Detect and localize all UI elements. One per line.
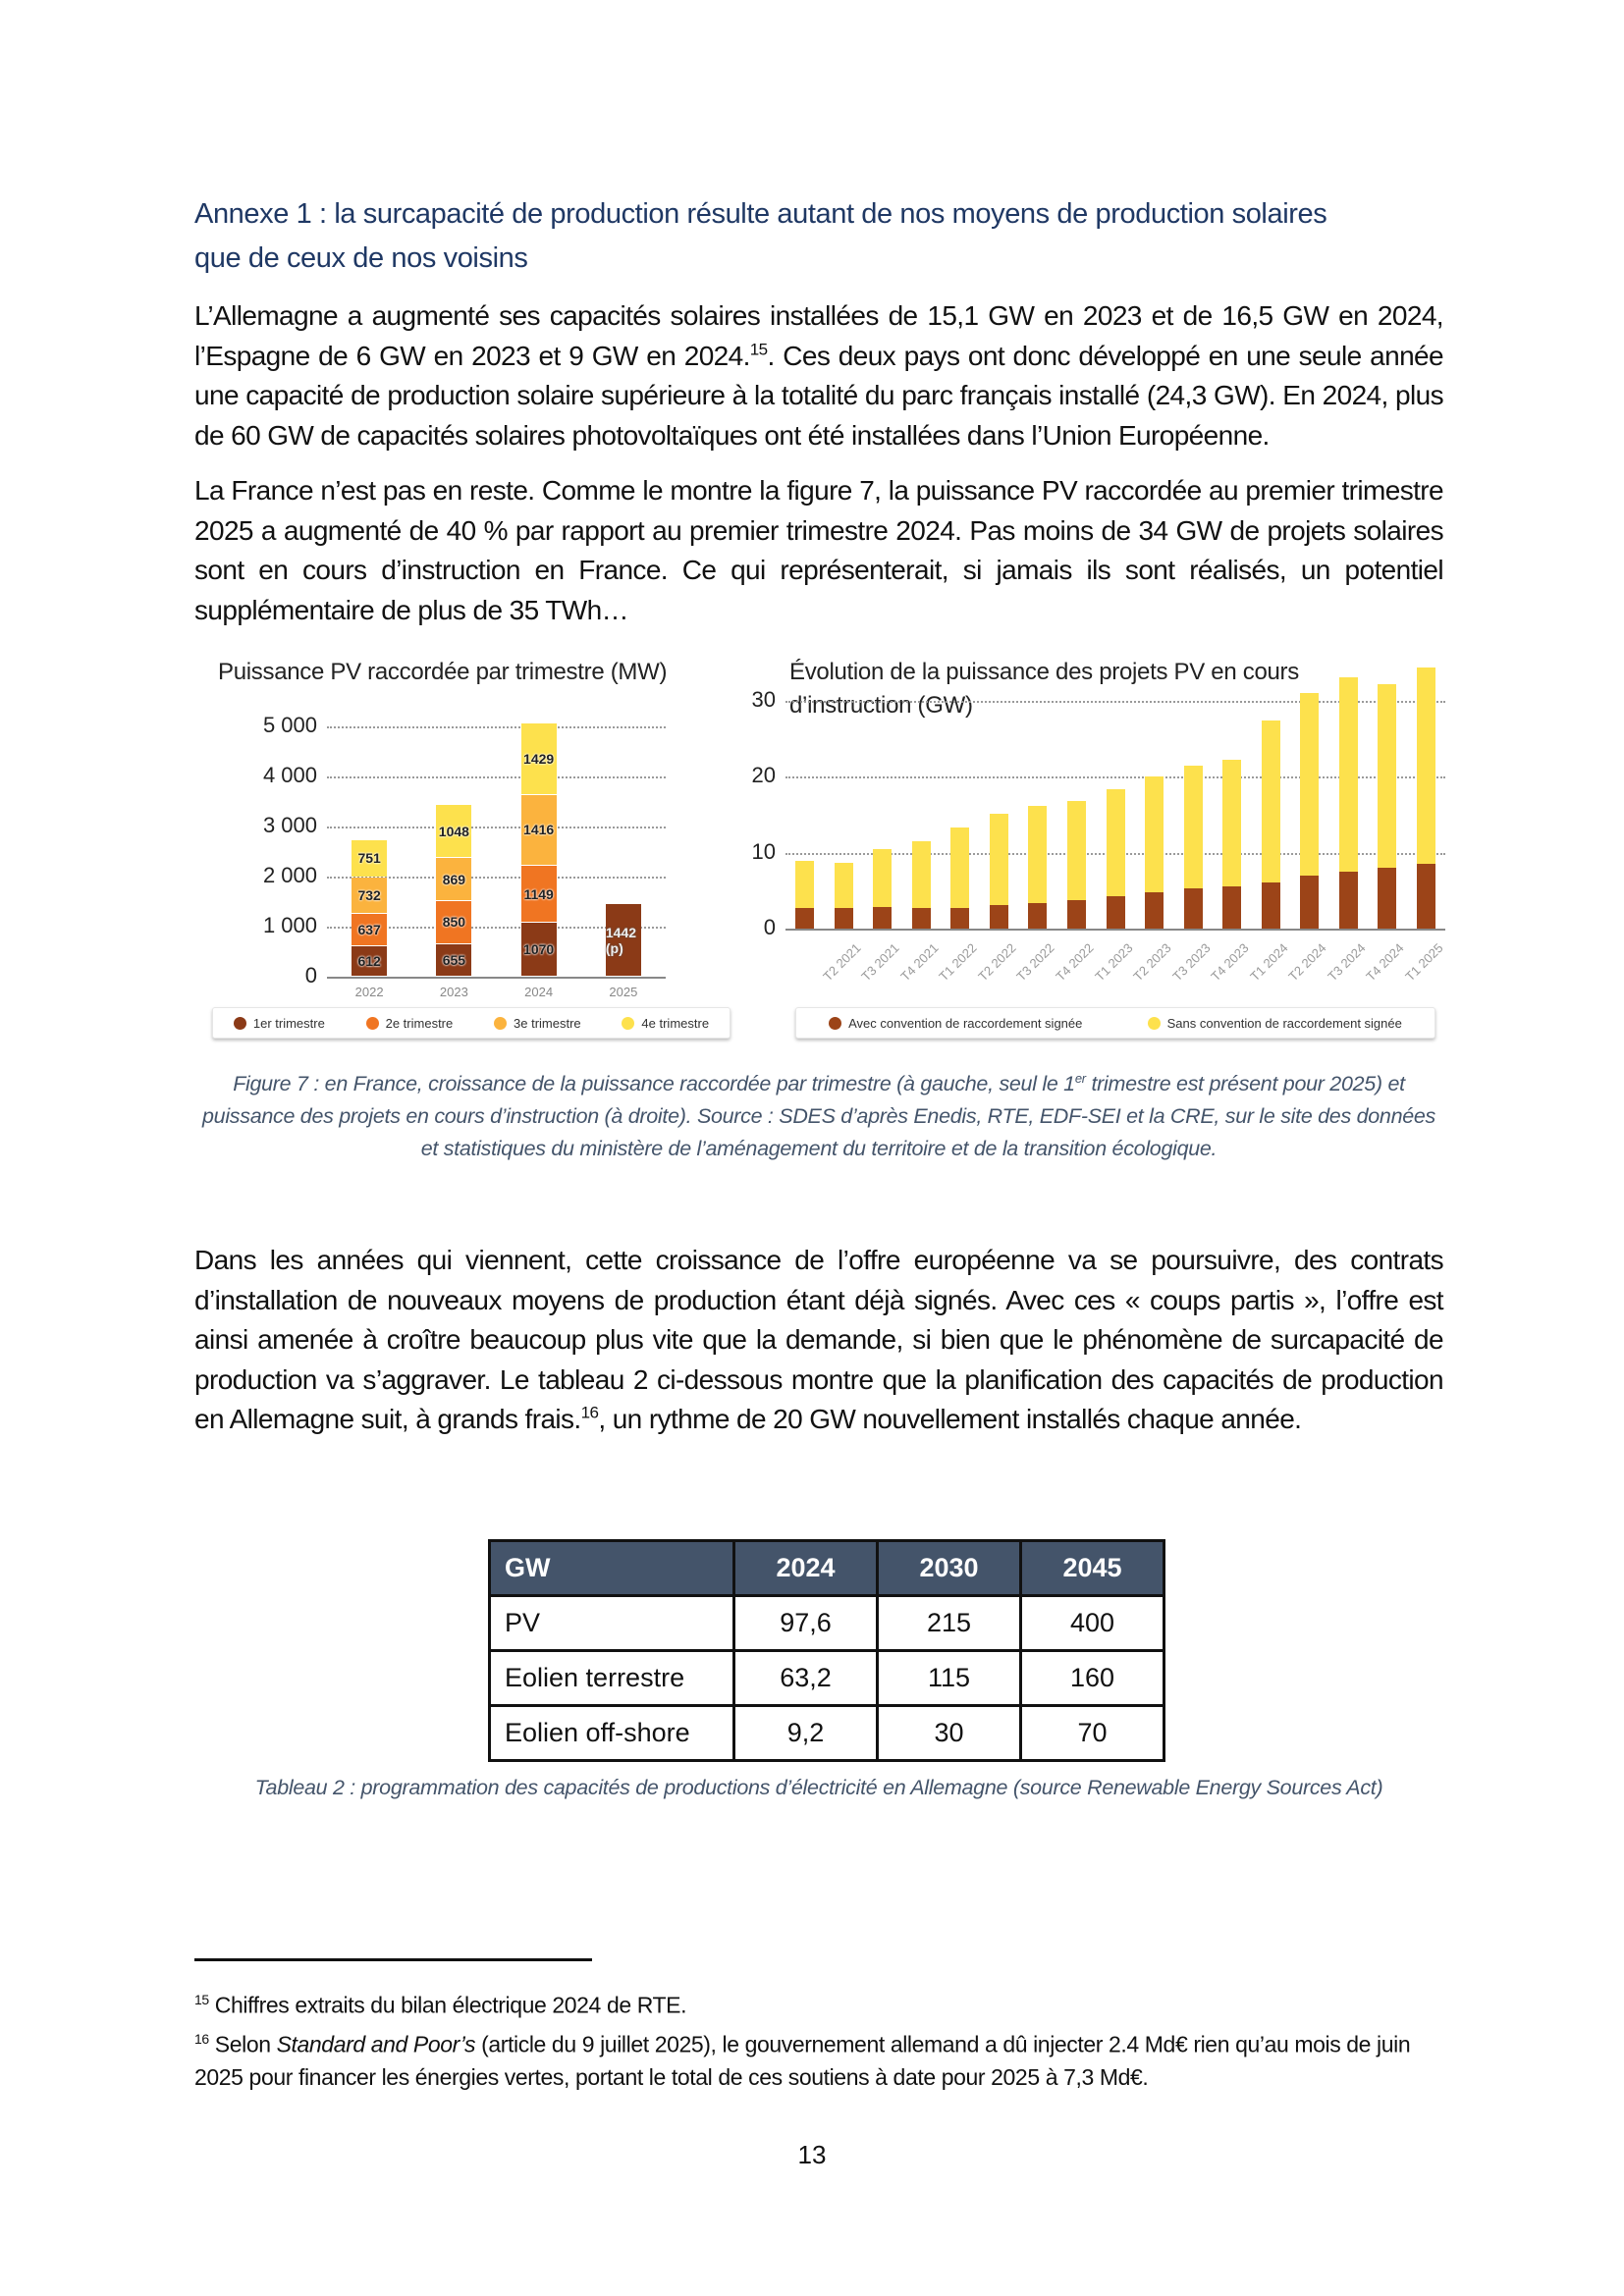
legend-label: 4e trimestre [641, 1015, 710, 1031]
cell: 30 [878, 1706, 1021, 1761]
bar-segment [1339, 872, 1358, 929]
y-tick-label: 2 000 [262, 863, 317, 887]
bar-segment [1107, 789, 1125, 896]
x-tick-label: T2 2024 [1285, 940, 1329, 985]
grid-line [327, 827, 666, 828]
x-tick-label: T1 2024 [1246, 940, 1291, 985]
bar-segment [1300, 693, 1319, 876]
y-tick-label: 0 [763, 915, 776, 939]
legend-item [234, 1016, 325, 1031]
y-tick-label: 10 [751, 838, 776, 864]
legend-item [622, 1016, 709, 1031]
bar-segment: 732 [352, 878, 387, 913]
legend-item [829, 1016, 1082, 1031]
bar-segment [1145, 892, 1164, 929]
footnote-separator [194, 1958, 592, 1961]
caption-text: trimestre est présent pour 2025) et puissance des projets en cours d’instruction (à droite). Source : SDES d’après Enedis, RTE, EDF-SEI et la CRE, sur le site des données et statistiques du ministère de l’aménagement du territoire et de la transition écologique. [202, 1072, 1435, 1160]
x-tick-label: 2022 [354, 985, 384, 999]
paragraph-text: , un rythme de 20 GW nouvellement installés chaque année. [598, 1404, 1302, 1434]
x-axis-line [785, 929, 1445, 931]
bar-segment: 655 [436, 944, 471, 976]
table-header-row [490, 1541, 1164, 1596]
legend-dot-icon [366, 1017, 379, 1030]
bar-segment [1222, 760, 1241, 886]
legend-item [1148, 1016, 1402, 1031]
section-heading [194, 192, 1443, 281]
x-tick-label: 2023 [439, 985, 468, 999]
bar-segment: 1048 [436, 805, 471, 856]
chart-pv-connected-per-quarter [204, 656, 734, 1048]
grid-line [327, 776, 666, 778]
y-tick-label: 20 [751, 763, 776, 788]
legend-dot-icon [829, 1017, 841, 1030]
x-tick-label: T4 2024 [1363, 940, 1407, 985]
legend-label: Avec convention de raccordement signée [848, 1015, 1083, 1031]
bar-segment [912, 908, 931, 929]
bar-segment [1067, 900, 1086, 929]
table-row [490, 1706, 1164, 1761]
x-axis-line [327, 977, 666, 979]
x-tick-label: 2024 [524, 985, 554, 999]
footnote-text: Selon [208, 2031, 277, 2057]
bar-segment: 1429 [521, 723, 557, 794]
bar-segment [1222, 886, 1241, 929]
bar-segment [1262, 721, 1280, 882]
bar-segment: 1149 [521, 866, 557, 923]
legend-label: 2e trimestre [385, 1015, 454, 1031]
bar-segment [1107, 896, 1125, 929]
header-2024: 2024 [734, 1541, 878, 1596]
x-tick-label: 2025 [609, 985, 638, 999]
bar-segment [835, 908, 853, 929]
legend-item [366, 1016, 454, 1031]
bar-segment: 869 [436, 858, 471, 900]
heading-line-2: que de ceux de nos voisins [194, 242, 528, 274]
y-tick-label: 5 000 [262, 713, 317, 737]
bar-segment [1184, 888, 1203, 929]
x-tick-label: T1 2023 [1091, 940, 1136, 985]
bar-segment: 637 [352, 914, 387, 944]
cell: 63,2 [734, 1651, 878, 1706]
bar-segment: 1416 [521, 795, 557, 865]
bar-segment [1184, 766, 1203, 888]
x-tick-label: T4 2023 [1208, 940, 1252, 985]
x-tick-label: T1 2025 [1402, 940, 1446, 985]
header-2045: 2045 [1021, 1541, 1164, 1596]
bar-segment [1028, 903, 1047, 929]
x-tick-label: T3 2021 [858, 940, 902, 985]
bar-segment [1417, 667, 1435, 864]
chart-title: Puissance PV raccordée par trimestre (MW) [218, 659, 668, 685]
y-tick-label: 1 000 [262, 913, 317, 937]
x-tick-label: T2 2022 [975, 940, 1019, 985]
chart-title: Évolution de la puissance des projets PV en cours d’instruction (GW) [789, 659, 1299, 719]
bar-segment [1378, 868, 1396, 929]
x-tick-label: T3 2024 [1324, 940, 1369, 985]
bar-segment [795, 908, 814, 929]
x-tick-label: T2 2023 [1130, 940, 1174, 985]
bar-segment [1145, 776, 1164, 892]
x-tick-label: T1 2022 [936, 940, 980, 985]
legend-item [494, 1016, 581, 1031]
y-tick-label: 4 000 [262, 763, 317, 787]
bar-segment [912, 841, 931, 908]
bar-segment [1339, 677, 1358, 871]
footnote-text: Chiffres extraits du bilan électrique 2024 de RTE. [208, 1992, 687, 2018]
bar-segment [990, 905, 1008, 929]
row-label: Eolien off-shore [490, 1706, 734, 1761]
y-tick-label: 3 000 [262, 813, 317, 837]
footnote-number: 16 [194, 2030, 209, 2047]
legend-label: Sans convention de raccordement signée [1166, 1015, 1402, 1031]
y-tick-label: 30 [751, 686, 776, 712]
bar-segment [1067, 801, 1086, 900]
bar-segment: 850 [436, 901, 471, 942]
bar-segment [1378, 684, 1396, 868]
cell: 9,2 [734, 1706, 878, 1761]
bar-segment [873, 907, 892, 929]
cell: 97,6 [734, 1596, 878, 1651]
footnote-source-italic: Standard and Poor’s [276, 2031, 476, 2057]
legend-dot-icon [622, 1017, 634, 1030]
table-caption: Tableau 2 : programmation des capacités de productions d’électricité en Allemagne (source Renewable Energy Sources Act) [254, 1776, 1383, 1799]
bar-segment: 1442 (p) [606, 904, 641, 976]
grid-line [327, 726, 666, 728]
cell: 160 [1021, 1651, 1164, 1706]
figure-caption [194, 1068, 1443, 1165]
legend-dot-icon [234, 1017, 246, 1030]
page-number: 13 [797, 2140, 827, 2169]
x-tick-label: T3 2023 [1168, 940, 1214, 985]
caption-text: Figure 7 : en France, croissance de la puissance raccordée par trimestre (à gauche, seul le 1 [233, 1072, 1075, 1095]
paragraph-text: . Ces deux pays ont donc développé en une seule année une capacité de production solaire supérieure à la totalité du parc français installé (24,3 GW). En 2024, plus de 60 GW de capacités solaires photovoltaïques ont été installées dans l’Union Européenne. [194, 340, 1443, 451]
bar-segment [1028, 806, 1047, 903]
cell: 70 [1021, 1706, 1164, 1761]
legend-label: 3e trimestre [514, 1015, 581, 1031]
legend-dot-icon [494, 1017, 507, 1030]
header-unit: GW [490, 1541, 734, 1596]
footnotes [194, 1983, 1422, 2094]
paragraph-france: La France n’est pas en reste. Comme le montre la figure 7, la puissance PV raccordée au premier trimestre 2025 a augmenté de 40 % par rapport au premier trimestre 2024. Pas moins de 34 GW de projets solaires sont en cours d’instruction en France. Ce qui représenterait, si jamais ils sont réalisés, un potentiel supplémentaire de plus de 35 TWh… [194, 475, 1443, 625]
paragraph-text: L’Allemagne a augmenté ses capacités solaires installées de 15,1 GW en 2023 et de 16,5 GW en 2024, l’Espagne de 6 GW en 2023 et 9 GW en 2024. [194, 300, 1443, 371]
chart-legend [212, 1007, 731, 1039]
legend-label: 1er trimestre [252, 1015, 325, 1031]
bar-segment [1417, 864, 1435, 929]
footnote-15 [194, 1983, 1422, 2022]
heading-line-1: Annexe 1 : la surcapacité de production résulte autant de nos moyens de production solaires [194, 198, 1327, 230]
bar-segment [795, 861, 814, 908]
footnote-number: 15 [194, 1992, 209, 2007]
footnote-16 [194, 2022, 1422, 2095]
chart-pv-projects-under-review [746, 656, 1449, 1048]
chart-legend [795, 1007, 1435, 1039]
cell: 400 [1021, 1596, 1164, 1651]
bar-segment: 612 [352, 946, 387, 976]
x-tick-label: T2 2021 [820, 940, 864, 985]
bar-segment [1300, 876, 1319, 929]
header-2030: 2030 [878, 1541, 1021, 1596]
paragraph-text: Dans les années qui viennent, cette croissance de l’offre européenne va se poursuivre, des contrats d’installation de nouveaux moyens de production étant déjà signés. Avec ces « coups partis », l’offre est ainsi amenée à croître beaucoup plus vite que la demande, si bien que le phénomène de surcapacité de production va s’aggraver. Le tableau 2 ci-dessous montre que la planification des capacités de production en Allemagne suit, à grands frais. [194, 1245, 1443, 1434]
bar-segment: 751 [352, 840, 387, 877]
x-tick-label: T4 2021 [897, 940, 942, 985]
table-row [490, 1596, 1164, 1651]
bar-segment [950, 908, 969, 929]
bar-segment [950, 828, 969, 908]
table-row [490, 1651, 1164, 1706]
legend-dot-icon [1148, 1017, 1161, 1030]
bar-segment: 1070 [521, 923, 557, 976]
x-tick-label: T4 2022 [1053, 940, 1097, 985]
footnote-ref-15[interactable]: 15 [749, 340, 768, 359]
row-label: Eolien terrestre [490, 1651, 734, 1706]
row-label: PV [490, 1596, 734, 1651]
paragraph-outlook [194, 1241, 1443, 1440]
cell: 115 [878, 1651, 1021, 1706]
caption-sup: er [1074, 1070, 1086, 1086]
paragraph-germany-spain [194, 296, 1443, 455]
x-tick-label: T3 2022 [1013, 940, 1058, 985]
bar-segment [990, 814, 1008, 905]
capacity-table [488, 1539, 1165, 1762]
bar-segment [835, 863, 853, 908]
bar-segment [873, 849, 892, 906]
cell: 215 [878, 1596, 1021, 1651]
footnote-ref-16[interactable]: 16 [580, 1403, 599, 1422]
bar-segment [1262, 882, 1280, 929]
footnote-text: (article du 9 juillet 2025), le gouvernement allemand a dû injecter 2.4 Md€ rien qu’au mois de juin 2025 pour financer les énergies vertes, portant le total de ces soutiens à date pour 2025 à 7,3 Md€. [194, 2031, 1411, 2091]
y-tick-label: 0 [304, 963, 317, 988]
